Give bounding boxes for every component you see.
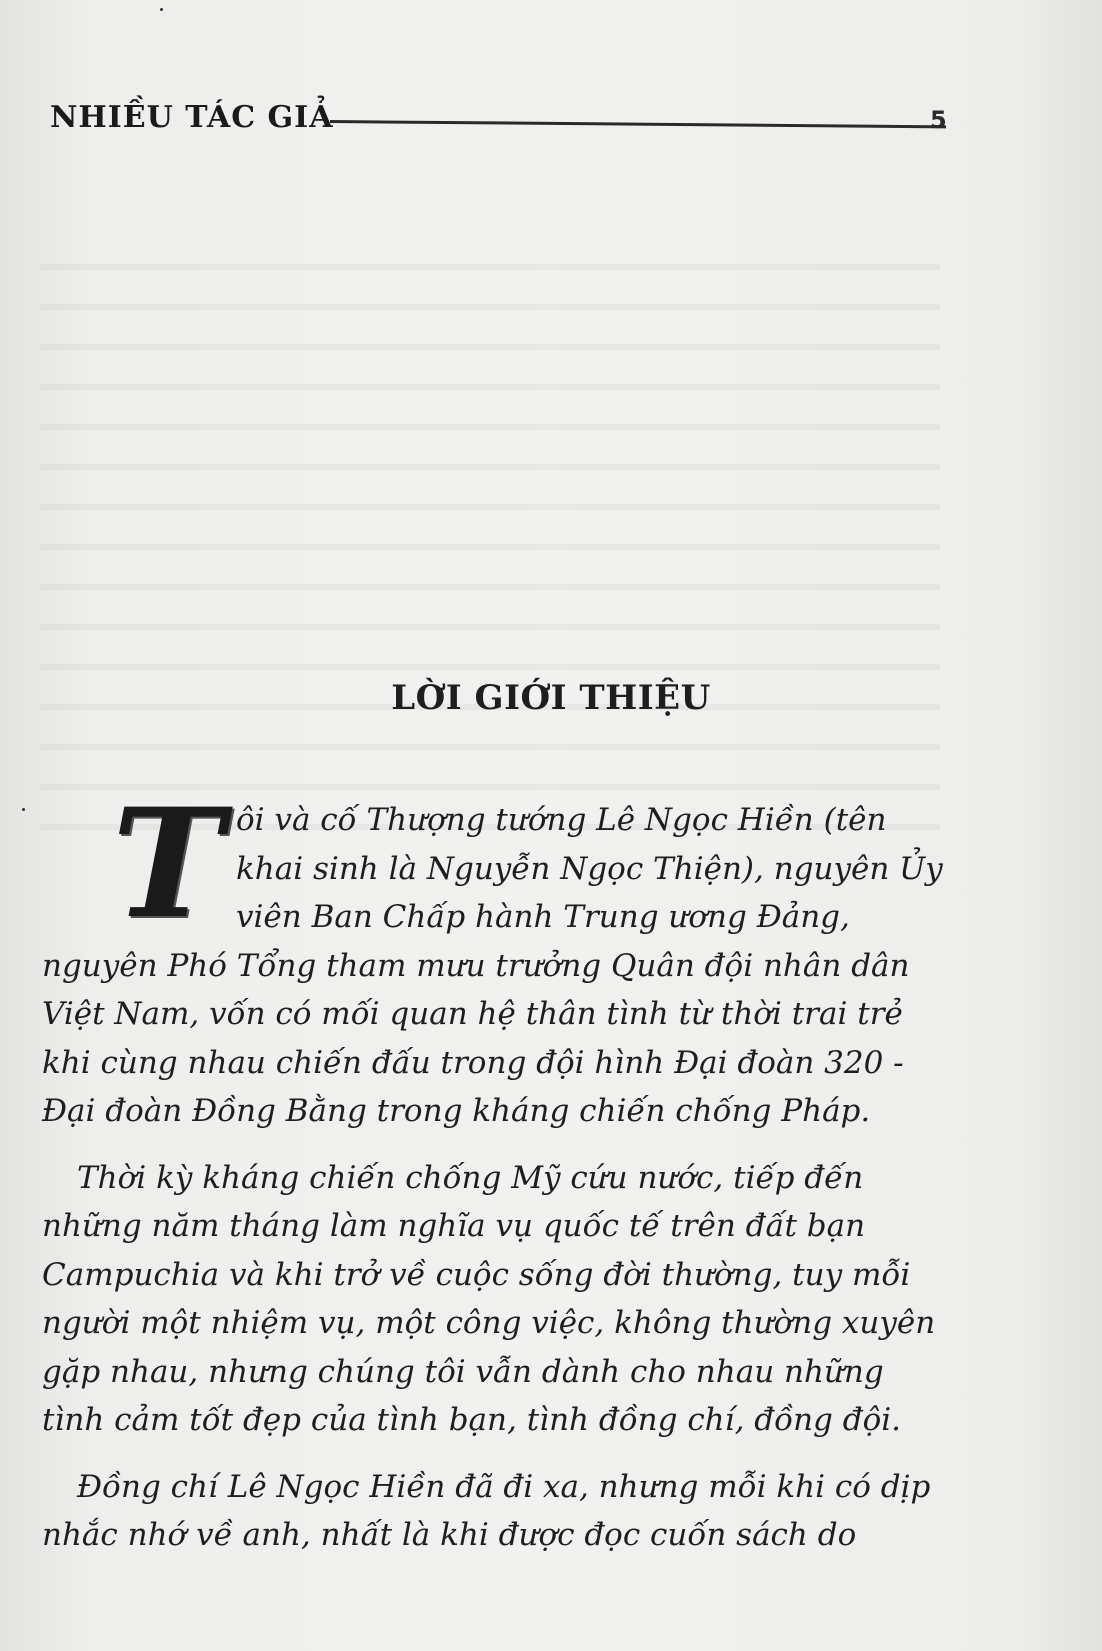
running-title: NHIỀU TÁC GIẢ (50, 100, 334, 135)
show-through-background (40, 230, 940, 830)
header-rule (330, 120, 946, 128)
paragraph-1-text: ôi và cố Thượng tướng Lê Ngọc Hiền (tên khai sinh là Nguyễn Ngọc Thiện), nguyên Ủy viên Ban Chấp hành Trung ương Đảng, nguyên Phó Tổng tham mưu trưởng Quân đội nhân dân Việt Nam, vốn có mối quan hệ thân tình từ thời trai trẻ khi cùng nhau chiến đấu trong đội hình Đại đoàn 320 - Đại đoàn Đồng Bằng trong kháng chiến chống Pháp. (42, 802, 943, 1129)
body-text (42, 776, 952, 1560)
speck-mark (160, 8, 163, 11)
paragraph-1 (42, 776, 952, 1136)
chapter-title: LỜI GIỚI THIỆU (391, 678, 711, 718)
paragraph-2: Thời kỳ kháng chiến chống Mỹ cứu nước, tiếp đến những năm tháng làm nghĩa vụ quốc tế trên đất bạn Campuchia và khi trở về cuộc sống đời thường, tuy mỗi người một nhiệm vụ, một công việc, không thường xuyên gặp nhau, nhưng chúng tôi vẫn dành cho nhau những tình cảm tốt đẹp của tình bạn, tình đồng chí, đồng đội. (42, 1159, 936, 1438)
paragraph-3: Đồng chí Lê Ngọc Hiền đã đi xa, nhưng mỗi khi có dịp nhắc nhớ về anh, nhất là khi được đọc cuốn sách do (42, 1468, 931, 1553)
running-header (50, 100, 950, 140)
page-number: 5 (930, 106, 947, 134)
drop-cap: T (112, 776, 224, 952)
speck-mark (22, 808, 25, 811)
